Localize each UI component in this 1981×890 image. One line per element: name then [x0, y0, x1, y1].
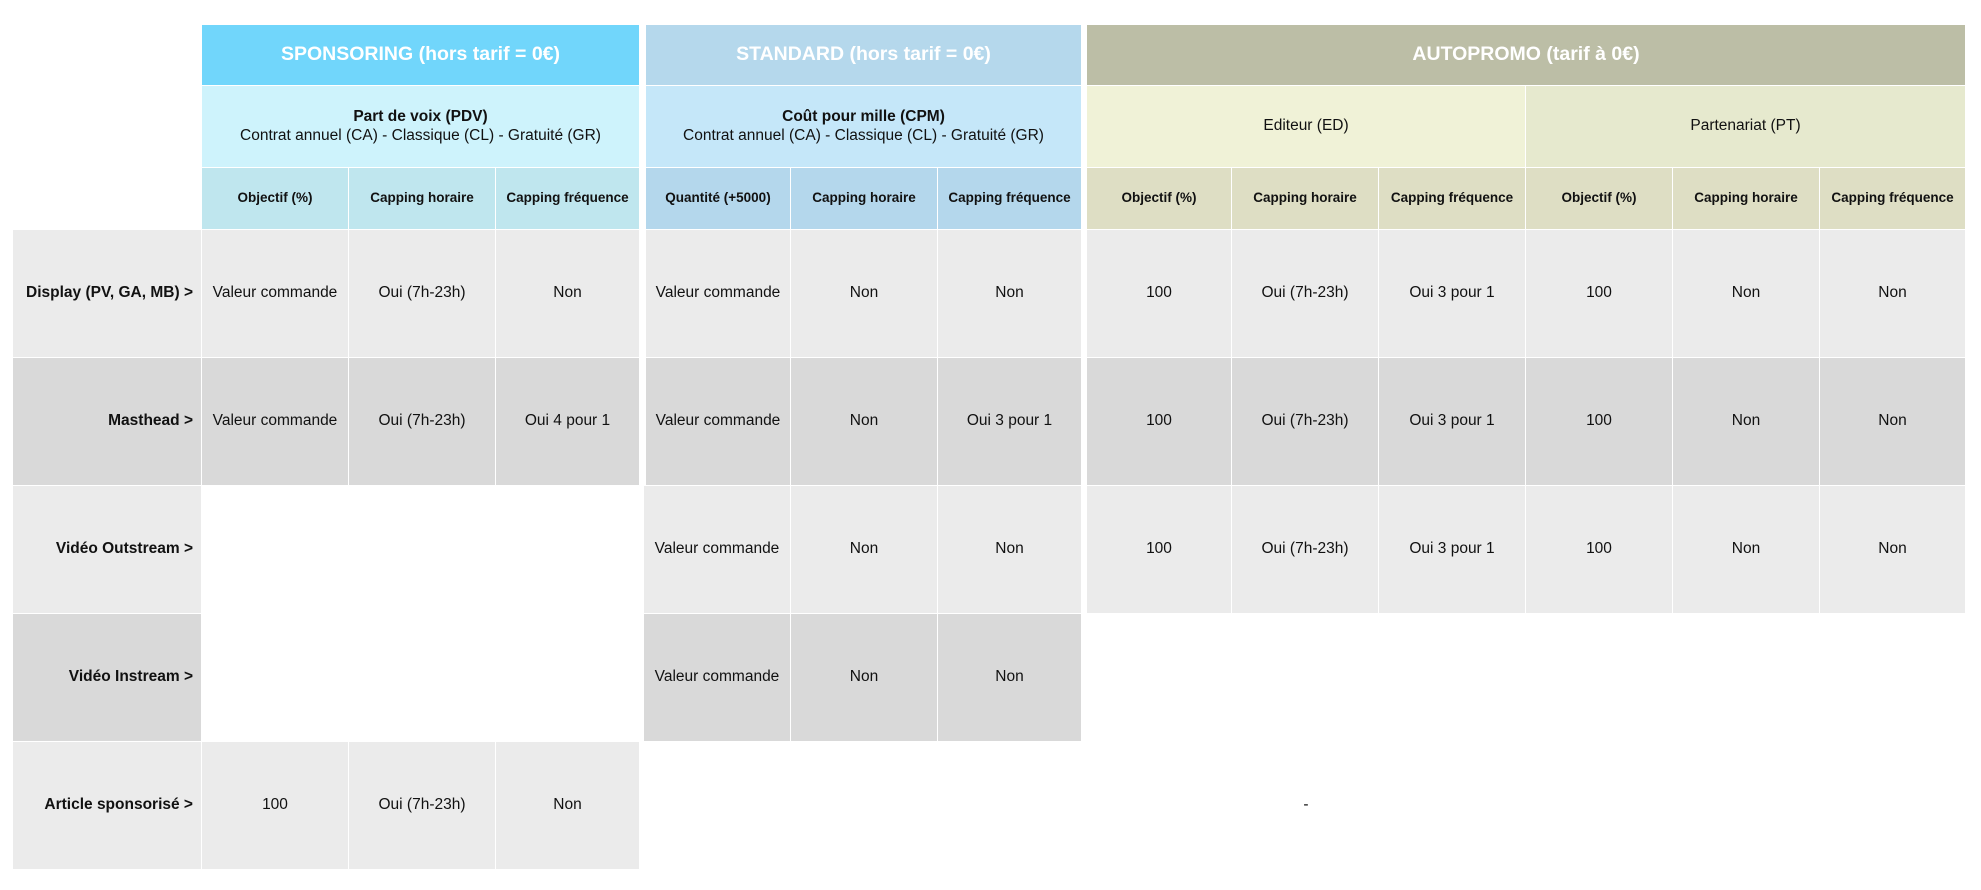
autopromo-cell: 100: [1087, 358, 1231, 485]
standard-subheader-text: Contrat annuel (CA) - Classique (CL) - Gratuité (GR): [683, 126, 1044, 144]
standard-column-header: Quantité (+5000): [646, 168, 790, 229]
row-label: Masthead >: [13, 358, 201, 485]
autopromo-cell: Oui 3 pour 1: [1379, 358, 1525, 485]
sponsoring-subheader: [202, 86, 639, 167]
standard-cell: Non: [938, 614, 1081, 741]
autopromo-cell: Non: [1673, 486, 1819, 613]
sponsoring-cell: 100: [202, 742, 348, 869]
sponsoring-cell: Oui 4 pour 1: [496, 358, 639, 485]
sponsoring-cell: Oui (7h-23h): [349, 742, 495, 869]
sponsoring-cell: Oui (7h-23h): [349, 230, 495, 357]
standard-cell: Non: [938, 486, 1081, 613]
standard-cell: Non: [791, 486, 937, 613]
sponsoring-cell: Oui (7h-23h): [349, 358, 495, 485]
autopromo-cell: Non: [1673, 358, 1819, 485]
autopromo-cell: Oui (7h-23h): [1232, 230, 1378, 357]
standard-cell: Valeur commande: [646, 230, 790, 357]
autopromo-column-header: Capping fréquence: [1820, 168, 1965, 229]
autopromo-column-header: Objectif (%): [1526, 168, 1672, 229]
row-label: Display (PV, GA, MB) >: [13, 230, 201, 357]
standard-cell: Non: [938, 230, 1081, 357]
autopromo-header: AUTOPROMO (tarif à 0€): [1087, 25, 1965, 85]
standard-cell: Valeur commande: [644, 486, 790, 613]
standard-header: STANDARD (hors tarif = 0€): [646, 25, 1081, 85]
autopromo-cell: Non: [1820, 486, 1965, 613]
sponsoring-column-header: Capping fréquence: [496, 168, 639, 229]
autopromo-cell: Oui (7h-23h): [1232, 486, 1378, 613]
standard-cell: Non: [791, 358, 937, 485]
autopromo-column-header: Capping horaire: [1673, 168, 1819, 229]
sponsoring-header: SPONSORING (hors tarif = 0€): [202, 25, 639, 85]
standard-subheader: [646, 86, 1081, 167]
sponsoring-column-header: Objectif (%): [202, 168, 348, 229]
standard-cell: Non: [791, 614, 937, 741]
standard-cell: Valeur commande: [646, 358, 790, 485]
autopromo-partenariat-header: Partenariat (PT): [1526, 86, 1965, 167]
standard-cell: Oui 3 pour 1: [938, 358, 1081, 485]
autopromo-cell: 100: [1526, 230, 1672, 357]
row-label: Article sponsorisé >: [13, 742, 201, 869]
sponsoring-column-header: Capping horaire: [349, 168, 495, 229]
autopromo-cell: Non: [1673, 230, 1819, 357]
standard-column-header: Capping horaire: [791, 168, 937, 229]
sponsoring-cell: Non: [496, 230, 639, 357]
row-label: Vidéo Outstream >: [13, 486, 201, 613]
autopromo-column-header: Capping horaire: [1232, 168, 1378, 229]
sponsoring-cell: Valeur commande: [202, 358, 348, 485]
sponsoring-cell: Non: [496, 742, 639, 869]
standard-subheader-title: Coût pour mille (CPM): [782, 107, 945, 125]
sponsoring-cell: Valeur commande: [202, 230, 348, 357]
autopromo-column-header: Objectif (%): [1087, 168, 1231, 229]
autopromo-cell: Oui 3 pour 1: [1379, 230, 1525, 357]
autopromo-cell: Oui (7h-23h): [1232, 358, 1378, 485]
autopromo-cell: 100: [1526, 358, 1672, 485]
autopromo-cell: 100: [1087, 486, 1231, 613]
not-applicable-dash: -: [1303, 796, 1309, 814]
sponsoring-subheader-text: Contrat annuel (CA) - Classique (CL) - Gratuité (GR): [240, 126, 601, 144]
autopromo-cell: Non: [1820, 230, 1965, 357]
autopromo-cell: Oui 3 pour 1: [1379, 486, 1525, 613]
autopromo-cell: 100: [1087, 230, 1231, 357]
standard-column-header: Capping fréquence: [938, 168, 1081, 229]
standard-cell: Valeur commande: [644, 614, 790, 741]
autopromo-cell: Non: [1820, 358, 1965, 485]
autopromo-column-header: Capping fréquence: [1379, 168, 1525, 229]
autopromo-editeur-header: Editeur (ED): [1087, 86, 1525, 167]
sponsoring-subheader-title: Part de voix (PDV): [353, 107, 488, 125]
standard-cell: Non: [791, 230, 937, 357]
autopromo-cell: 100: [1526, 486, 1672, 613]
row-label: Vidéo Instream >: [13, 614, 201, 741]
